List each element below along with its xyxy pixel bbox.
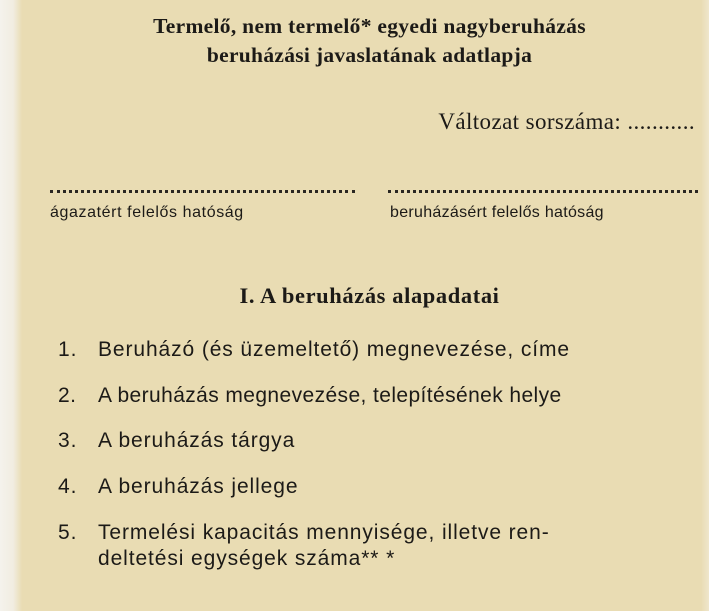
item-text: A beruházás megnevezése, telepítésének helye (98, 384, 562, 407)
page-left-margin (0, 0, 22, 611)
list-item (58, 428, 704, 454)
list-item (58, 520, 704, 572)
variant-number-field (438, 109, 695, 135)
sector-authority-label: ágazatért felelős hatóság (50, 204, 244, 221)
item-number: 3. (58, 429, 78, 452)
list-item (58, 337, 704, 363)
variant-number-label: Változat sorszáma: (438, 109, 622, 134)
item-text: A beruházás jellege (98, 475, 299, 498)
investment-authority-label: beruházásért felelős hatóság (390, 204, 604, 221)
investment-authority-signature-line (388, 184, 698, 193)
item-text: Beruházó (és üzemeltető) megnevezése, címe (98, 338, 571, 361)
list-item (58, 474, 704, 500)
item-text: A beruházás tárgya (98, 429, 296, 452)
form-title-line-2: beruházási javaslatának adatlapja (206, 43, 533, 67)
item-text-continuation: deltetési egységek száma** * (98, 547, 396, 570)
item-number: 2. (58, 384, 77, 407)
item-number: 4. (58, 475, 78, 498)
form-title (40, 12, 699, 70)
item-text: Termelési kapacitás mennyisége, illetve ren- (98, 521, 550, 544)
item-number: 5. (58, 521, 78, 544)
sector-authority-signature-line (50, 184, 355, 193)
form-title-line-1: Termelő, nem termelő* egyedi nagyberuházás (153, 14, 586, 38)
section-heading: I. A beruházás alapadatai (239, 283, 500, 308)
list-item (58, 383, 704, 409)
variant-number-blank: ........... (627, 109, 695, 134)
item-number: 1. (58, 338, 78, 361)
